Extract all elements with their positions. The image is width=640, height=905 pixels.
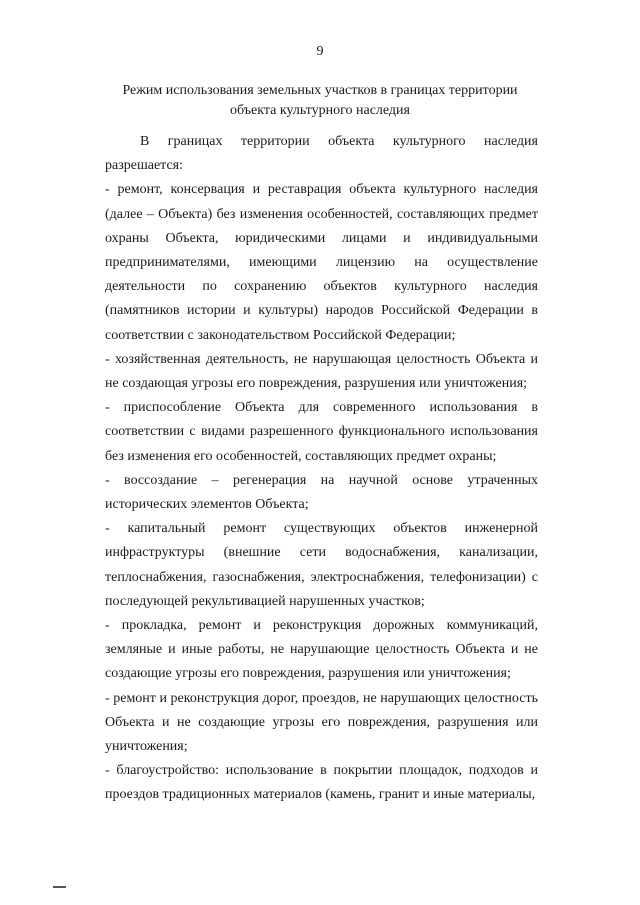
section-heading: Режим использования земельных участков в границах территории объекта культурного наследия: [122, 83, 518, 118]
intro-paragraph: В границах территории объекта культурного наследия разрешается:: [105, 134, 538, 174]
list-item: - благоустройство: использование в покрытии площадок, подходов и проездов традиционных материалов (камень, гранит и иные материалы,: [105, 763, 538, 803]
list-item: - хозяйственная деятельность, не нарушающая целостность Объекта и не создающая угрозы его повреждения, разрушения или уничтожения;: [105, 351, 538, 392]
list-item: - капитальный ремонт существующих объектов инженерной инфраструктуры (внешние сети водоснабжения, канализации, теплоснабжения, газоснабжения, электроснабжения, телефонизации) с последующей рекультивацией нарушенных участков;: [105, 521, 538, 609]
list-item: - прокладка, ремонт и реконструкция дорожных коммуникаций, земляные и иные работы, не нарушающие целостность Объекта и не создающие угрозы его повреждения, разрушения или уничтожения;: [105, 618, 538, 682]
list-item: - приспособление Объекта для современного использования в соответствии с видами разрешенного функционального использования без изменения его особенностей, составляющих предмет охраны;: [105, 400, 538, 464]
list-item: - ремонт и реконструкция дорог, проездов, не нарушающих целостность Объекта и не создающие угрозы его повреждения, разрушения или уничтожения;: [105, 690, 538, 755]
page-number: 9: [316, 44, 324, 59]
footer-mark: [53, 886, 66, 888]
list-item: - ремонт, консервация и реставрация объекта культурного наследия (далее – Объекта) без изменения особенностей, составляющих предмет охраны Объекта, юридическими лицами и индивидуальными предпринимателями, имеющими лицензию на осуществление деятельности по сохранению объектов культурного наследия (памятников истории и культуры) народов Российской Федерации в соответствии с законодательством Российской Федерации;: [105, 182, 538, 343]
list-item: - воссоздание – регенерация на научной основе утраченных исторических элементов Объекта;: [105, 472, 538, 513]
document-body: [105, 130, 538, 808]
